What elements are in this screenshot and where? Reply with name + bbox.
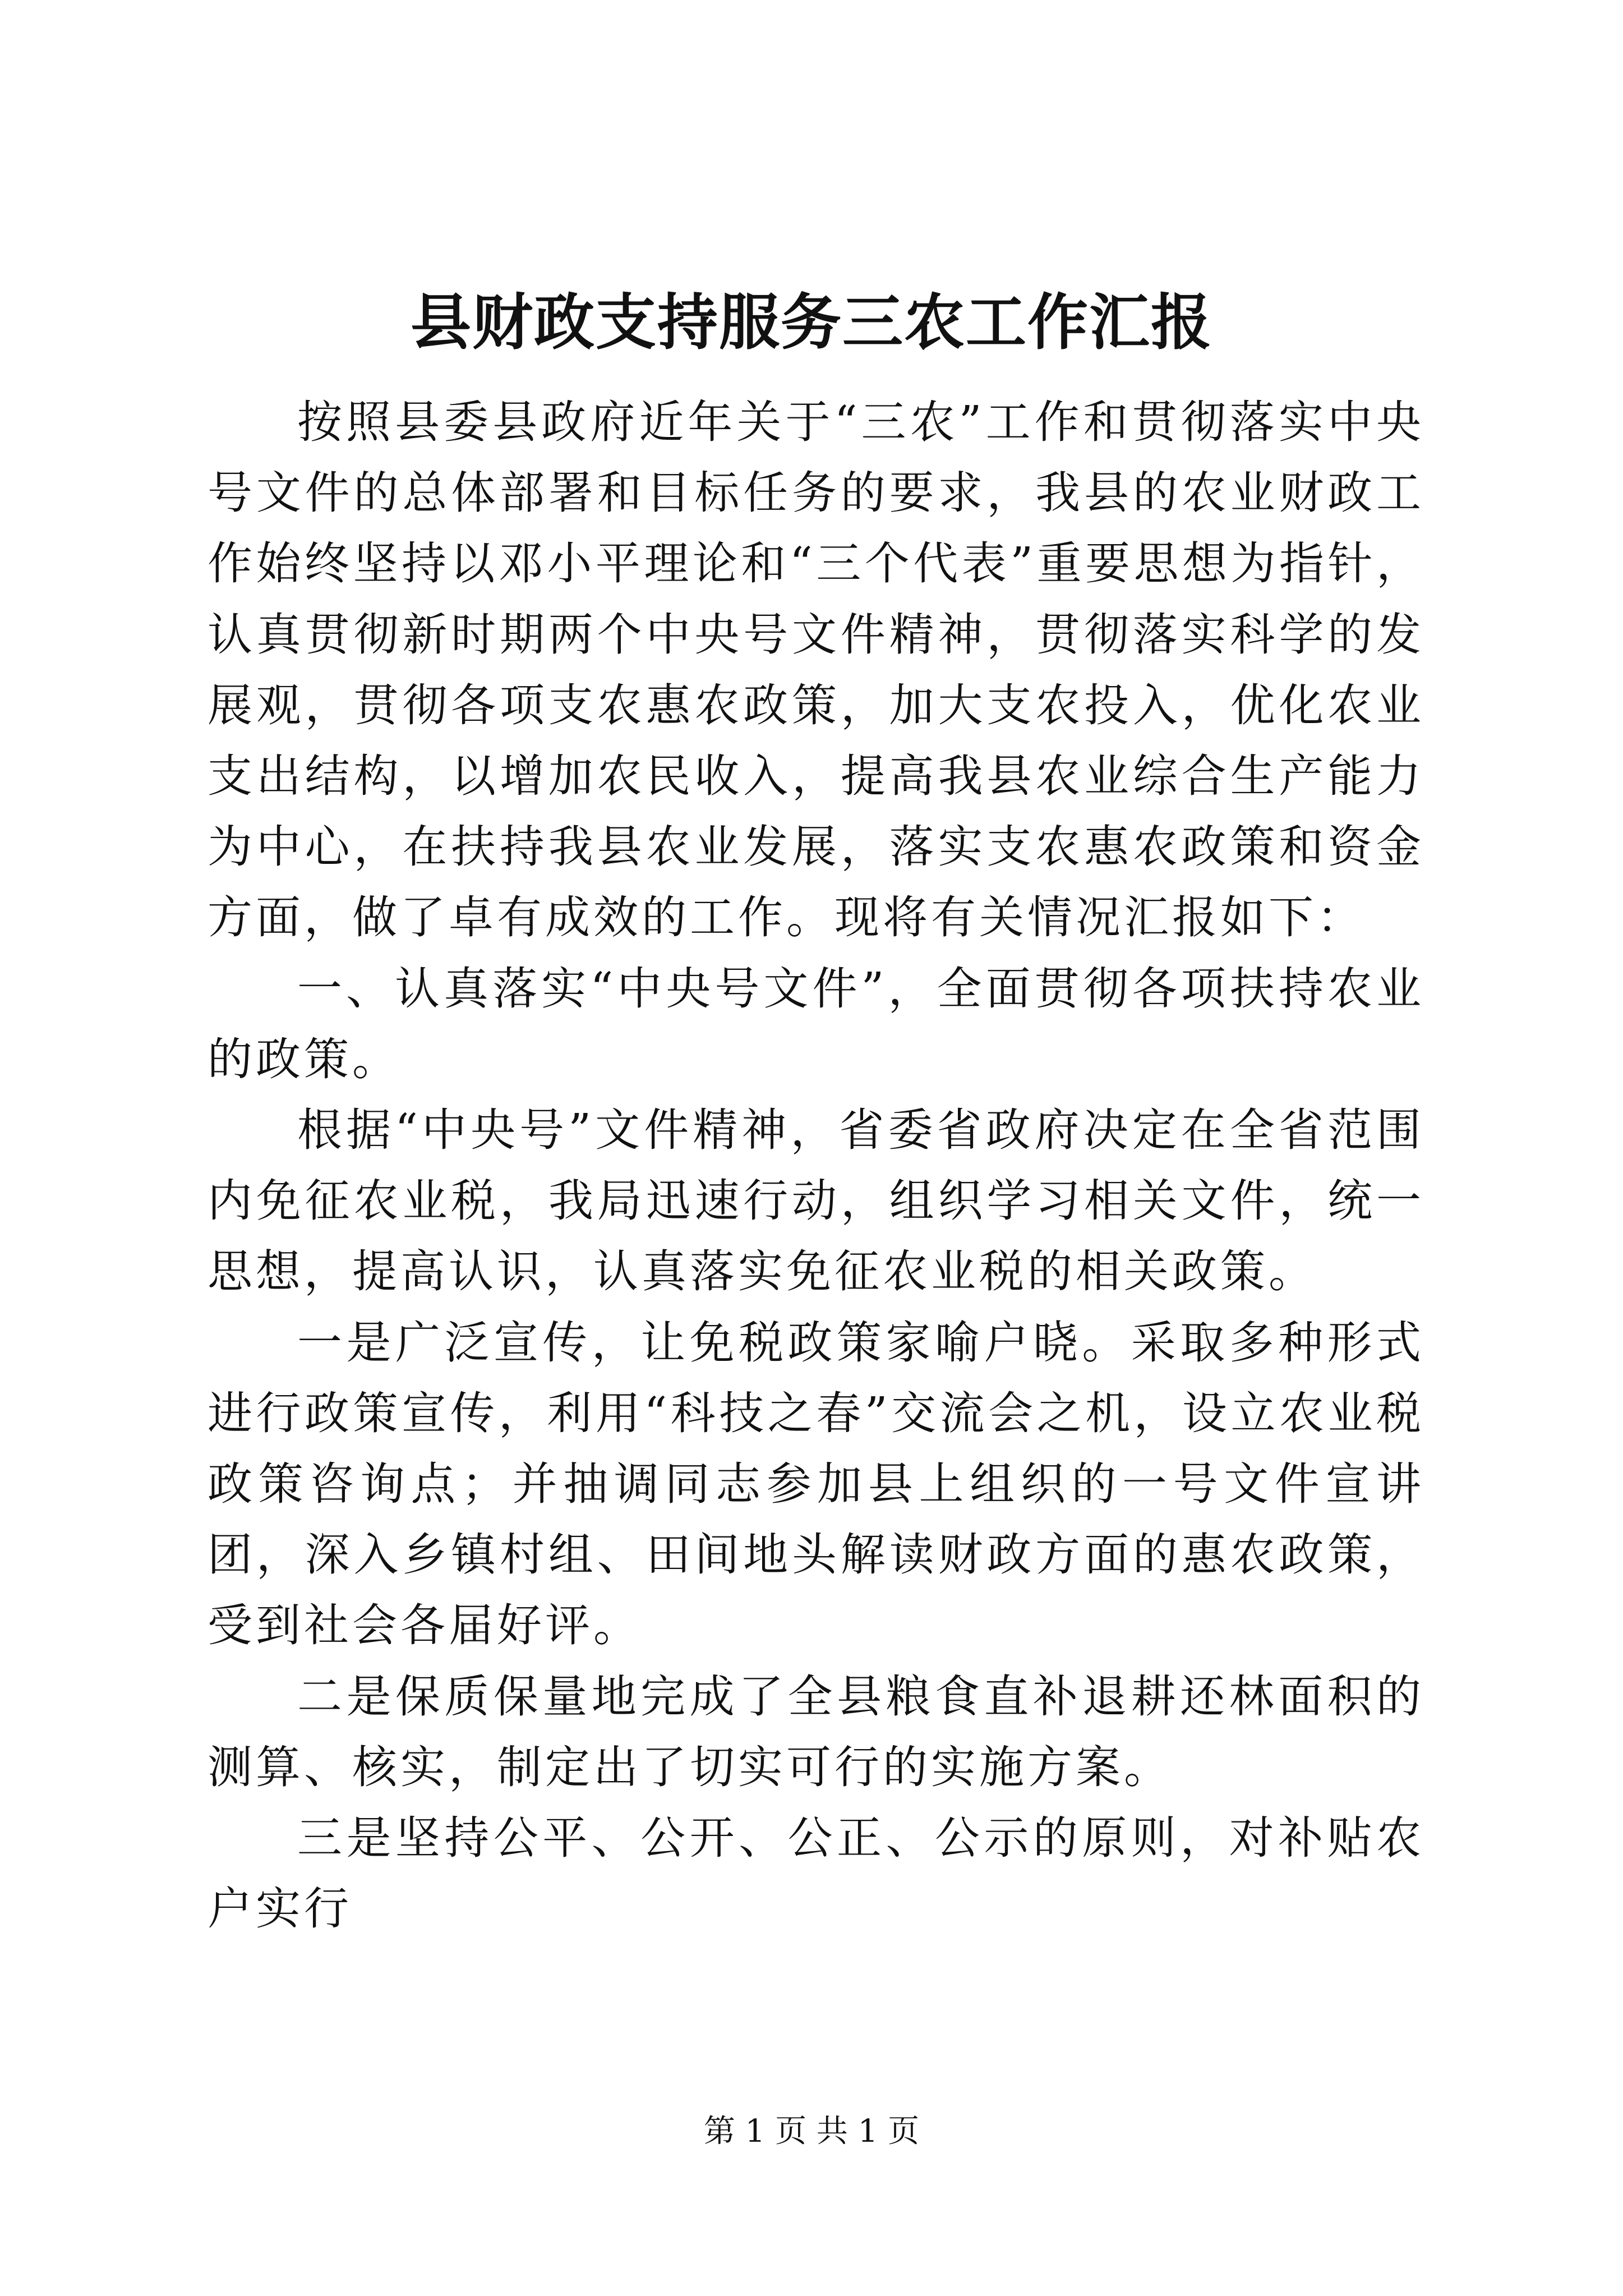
- paragraph-point-3: 三是坚持公平、公开、公正、公示的原则，对补贴农户实行: [208, 1812, 1424, 1935]
- paragraph-section-heading-1: 一、认真落实“中央号文件”，全面贯彻各项扶持农业的政策。: [208, 962, 1424, 1085]
- paragraph-policy: 根据“中央号”文件精神，省委省政府决定在全省范围内免征农业税，我局迅速行动，组织学习相关文件，统一思想，提高认识，认真落实免征农业税的相关政策。: [208, 1104, 1424, 1298]
- document-title: 县财政支持服务三农工作汇报: [410, 287, 1212, 358]
- paragraph-point-2: 二是保质保量地完成了全县粮食直补退耕还林面积的测算、核实，制定出了切实可行的实施方案。: [208, 1670, 1424, 1793]
- paragraph-intro: 按照县委县政府近年关于“三农”工作和贯彻落实中央号文件的总体部署和目标任务的要求，我县的农业财政工作始终坚持以邓小平理论和“三个代表”重要思想为指针，认真贯彻新时期两个中央号文件精神，贯彻落实科学的发展观，贯彻各项支农惠农政策，加大支农投入，优化农业支出结构，以增加农民收入，提高我县农业综合生产能力为中心，在扶持我县农业发展，落实支农惠农政策和资金方面，做了卓有成效的工作。现将有关情况汇报如下：: [208, 396, 1424, 944]
- paragraph-point-1: 一是广泛宣传，让免税政策家喻户晓。采取多种形式进行政策宣传，利用“科技之春”交流会之机，设立农业税政策咨询点；并抽调同志参加县上组织的一号文件宣讲团，深入乡镇村组、田间地头解读财政方面的惠农政策，受到社会各届好评。: [208, 1316, 1424, 1652]
- document-body: [208, 387, 1424, 1944]
- page-footer: 第 1 页 共 1 页: [703, 2113, 920, 2150]
